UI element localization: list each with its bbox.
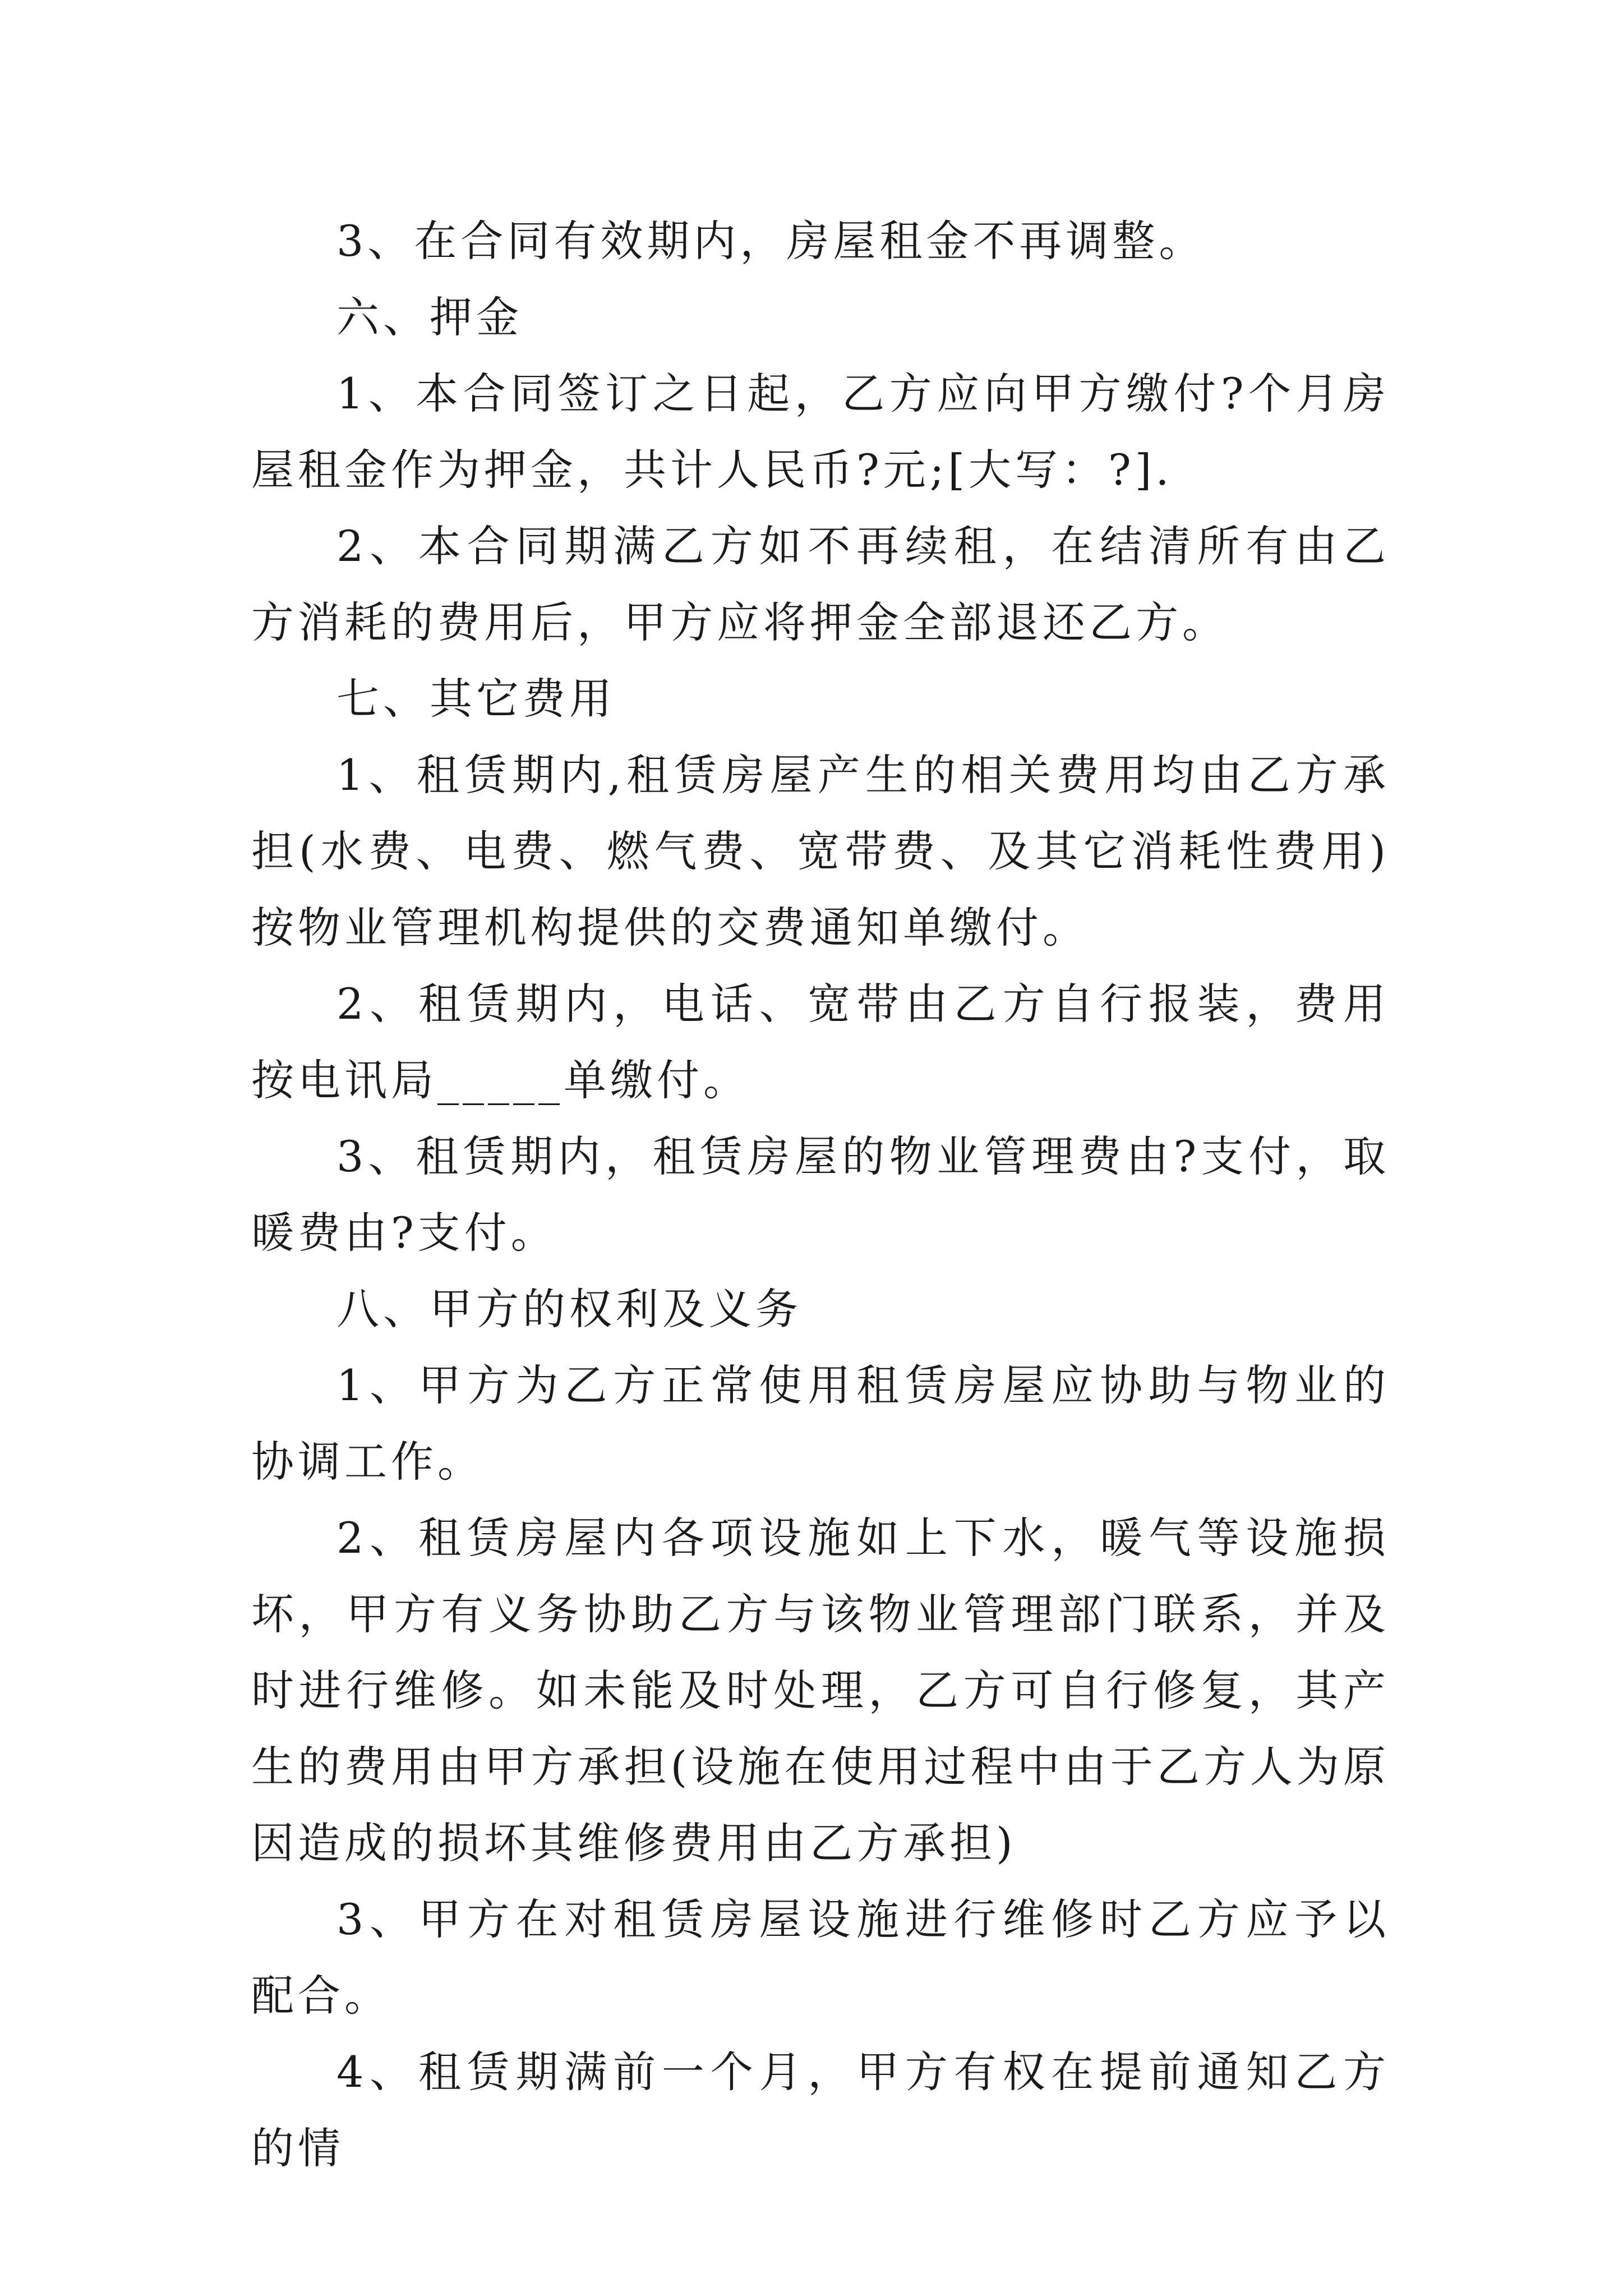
clause-6-2: 2、本合同期满乙方如不再续租，在结清所有由乙方消耗的费用后，甲方应将押金全部退还乙方。 [251,521,1390,647]
clause-7-1: 1、租赁期内,租赁房屋产生的相关费用均由乙方承担(水费、电费、燃气费、宽带费、及其它消耗性费用)按物业管理机构提供的交费通知单缴付。 [251,750,1390,953]
section-heading-other-fees: 七、其它费用 [336,674,616,724]
clause-8-2: 2、租赁房屋内各项设施如上下水，暖气等设施损坏，甲方有义务协助乙方与该物业管理部门联系，并及时进行维修。如未能及时处理，乙方可自行修复，其产生的费用由甲方承担(设施在使用过程中由于乙方人为原因造成的损坏其维修费用由乙方承担) [251,1513,1390,1868]
clause-7-2: 2、租赁期内，电话、宽带由乙方自行报装，费用按电讯局_____单缴付。 [251,979,1390,1105]
clause-8-3: 3、甲方在对租赁房屋设施进行维修时乙方应予以配合。 [251,1894,1390,2021]
document-body [251,203,1390,2187]
clause-6-1: 1、本合同签订之日起，乙方应向甲方缴付?个月房屋租金作为押金，共计人民币?元;[大写：?]. [251,369,1390,495]
clause-5-3: 3、在合同有效期内，房屋租金不再调整。 [336,216,1206,266]
section-heading-deposit: 六、押金 [336,292,523,342]
clause-8-4: 4、租赁期满前一个月，甲方有权在提前通知乙方的情 [251,2047,1390,2173]
clause-7-3: 3、租赁期内，租赁房屋的物业管理费由?支付，取暖费由?支付。 [251,1131,1390,1258]
clause-8-1: 1、甲方为乙方正常使用租赁房屋应协助与物业的协调工作。 [251,1360,1390,1487]
section-heading-party-a-rights: 八、甲方的权利及义务 [336,1284,802,1334]
